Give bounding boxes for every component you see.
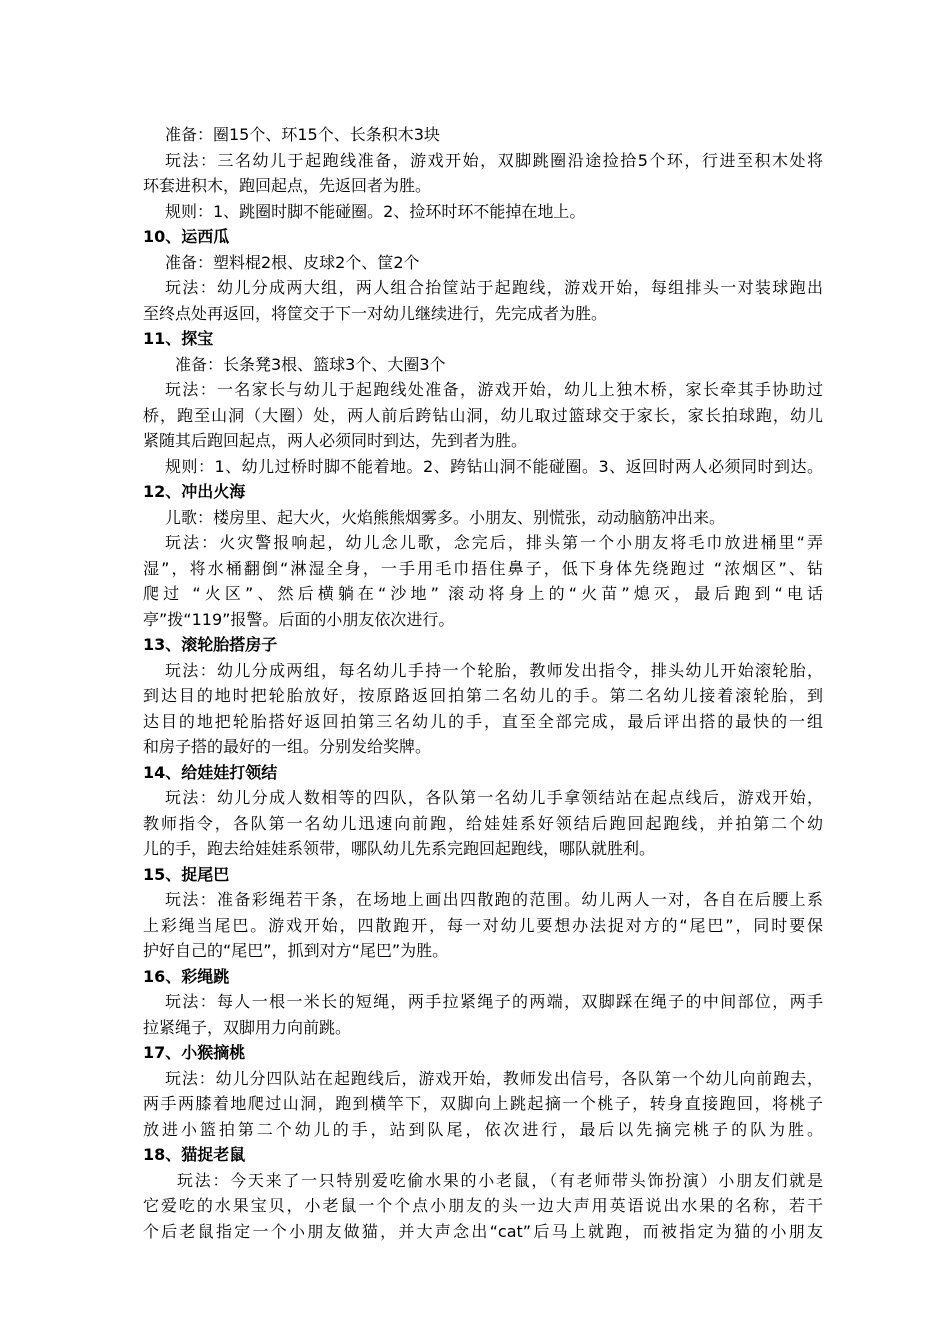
text-line: 到达目的地时把轮胎放好，按原路返回拍第二名幼儿的手。第二名幼儿接着滚轮胎，到 (143, 686, 823, 705)
text-line: 规则：1、幼儿过桥时脚不能着地。2、跨钻山洞不能碰圈。3、返回时两人必须同时到达。 (165, 456, 823, 476)
text-line: 亭”拨“119”报警。后面的小朋友依次进行。 (143, 609, 455, 629)
text-line: 玩法：幼儿分成人数相等的四队，各队第一名幼儿手拿领结站在起点线后，游戏开始， (165, 788, 823, 807)
text-line: 玩法：三名幼儿于起跑线准备，游戏开始，双脚跳圈沿途捡拾5个环，行进至积木处将 (165, 150, 823, 170)
text-line: 玩法：准备彩绳若干条，在场地上画出四散跑的范围。幼儿两人一对，各自在后腰上系 (165, 890, 823, 909)
text-line: 玩法：每人一根一米长的短绳，两手拉紧绳子的两端，双脚踩在绳子的中间部位，两手 (165, 992, 823, 1011)
section-heading: 15、捉尾巴 (143, 864, 230, 884)
text-line: 玩法：今天来了一只特别爱吃偷水果的小老鼠，（有老师带头饰扮演）小朋友们就是 (177, 1170, 823, 1190)
document-page (143, 122, 823, 1244)
text-line: 它爱吃的水果宝贝，小老鼠一个个点小朋友的头一边大声用英语说出水果的名称，若干 (143, 1196, 823, 1215)
text-line: 两手两膝着地爬过山洞，跑到横竿下，双脚向上跳起摘一个桃子，转身直接跑回，将桃子 (143, 1094, 823, 1113)
text-line: 儿的手，跑去给娃娃系领带，哪队幼儿先系完跑回起跑线，哪队就胜利。 (143, 839, 656, 858)
text-line: 爬过 “火区”、然后横躺在“沙地” 滚动将身上的“火苗”熄灭，最后跑到“电话 (143, 584, 823, 603)
text-line: 个后老鼠指定一个小朋友做猫，并大声念出“cat”后马上就跑，而被指定为猫的小朋友 (143, 1221, 823, 1241)
text-line: 上彩绳当尾巴。游戏开始，四散跑开，每一对幼儿要想办法捉对方的“尾巴”，同时要保 (143, 915, 823, 935)
section-heading: 12、冲出火海 (143, 482, 246, 501)
section-heading: 10、运西瓜 (143, 227, 230, 246)
text-line: 儿歌：楼房里、起大火，火焰熊熊烟雾多。小朋友、别慌张，动动脑筋冲出来。 (165, 507, 726, 527)
text-line: 桥，跑至山洞（大圈）处，两人前后跨钻山洞，幼儿取过篮球交于家长，家长拍球跑，幼儿 (143, 405, 823, 425)
section-heading: 11、探宝 (143, 329, 214, 348)
text-line: 湿”，将水桶翻倒“淋湿全身，一手用毛巾捂住鼻子，低下身体先绕跑过 “浓烟区”、钻 (143, 558, 823, 578)
section-heading: 17、小猴摘桃 (143, 1043, 246, 1062)
text-line: 达目的地把轮胎搭好返回拍第三名幼儿的手，直至全部完成，最后评出搭的最快的一组 (143, 711, 823, 731)
text-line: 放进小篮拍第二个幼儿的手，站到队尾，依次进行，最后以先摘完桃子的队为胜。 (143, 1119, 823, 1139)
text-line: 拉紧绳子，双脚用力向前跳。 (143, 1017, 352, 1037)
text-line: 环套进积木，跑回起点，先返回者为胜。 (143, 176, 432, 195)
section-heading: 16、彩绳跳 (143, 966, 230, 986)
text-line: 和房子搭的最好的一组。分别发给奖牌。 (143, 737, 432, 756)
text-line: 准备：塑料棍2根、皮球2个、筐2个 (165, 252, 420, 272)
text-line: 规则：1、跳圈时脚不能碰圈。2、捡环时环不能掉在地上。 (165, 201, 586, 221)
section-heading: 18、猫捉老鼠 (143, 1145, 246, 1164)
section-heading: 14、给娃娃打领结 (143, 762, 278, 782)
text-line: 玩法：幼儿分成两大组，两人组合抬筐站于起跑线，游戏开始，每组排头一对装球跑出 (165, 278, 823, 297)
section-heading: 13、滚轮胎搭房子 (143, 635, 278, 654)
text-line: 紧随其后跑回起点，两人必须同时到达，先到者为胜。 (143, 431, 528, 450)
text-line: 准备：圈15个、环15个、长条积木3块 (165, 125, 440, 144)
text-line: 玩法：幼儿分四队站在起跑线后，游戏开始，教师发出信号，各队第一个幼儿向前跑去， (165, 1068, 823, 1088)
text-line: 玩法：火灾警报响起，幼儿念儿歌，念完后，排头第一个小朋友将毛巾放进桶里“弄 (165, 533, 823, 552)
text-line: 玩法：幼儿分成两组，每名幼儿手持一个轮胎，教师发出指令，排头幼儿开始滚轮胎， (165, 660, 823, 680)
text-line: 教师指令，各队第一名幼儿迅速向前跑，给娃娃系好领结后跑回起跑线，并拍第二个幼 (143, 813, 823, 833)
text-line: 护好自己的“尾巴”，抓到对方“尾巴”为胜。 (143, 941, 449, 960)
text-line: 至终点处再返回，将筐交于下一对幼儿继续进行，先完成者为胜。 (143, 303, 608, 323)
text-line: 准备：长条凳3根、篮球3个、大圈3个 (175, 354, 446, 374)
text-line: 玩法：一名家长与幼儿于起跑线处准备，游戏开始，幼儿上独木桥，家长牵其手协助过 (165, 380, 823, 399)
